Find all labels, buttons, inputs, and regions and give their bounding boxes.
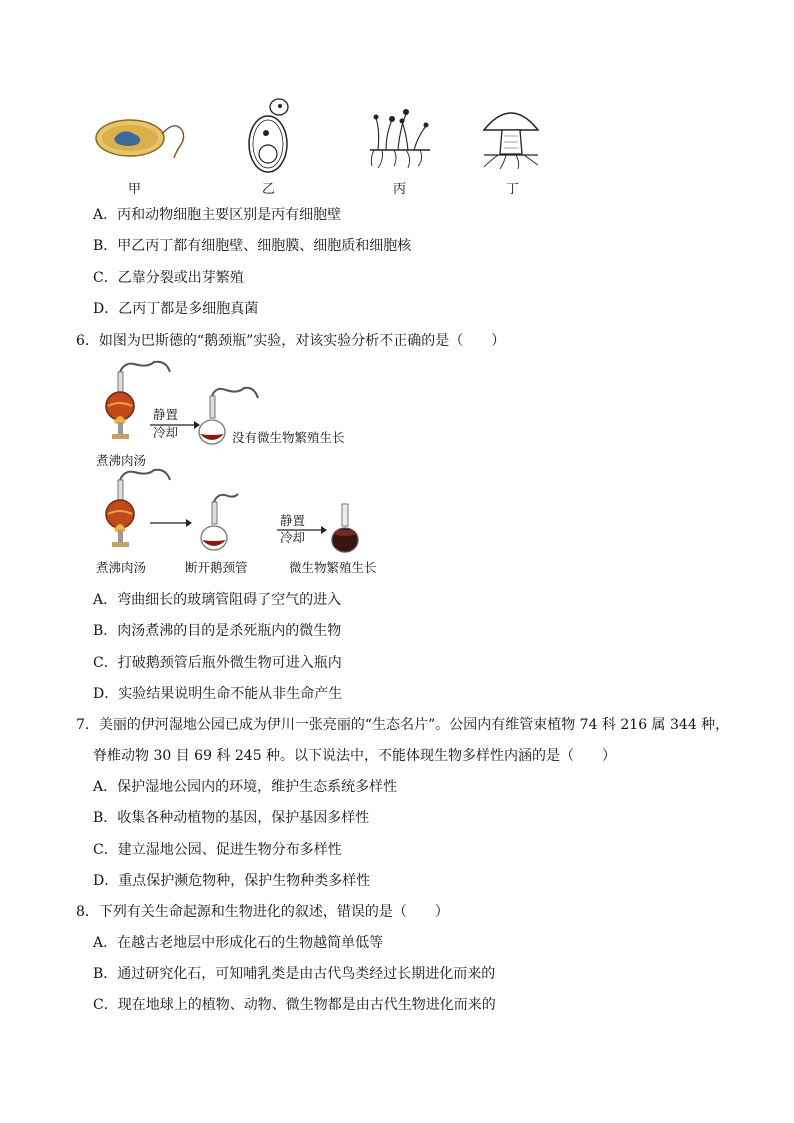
- label-yi: 乙: [262, 182, 276, 197]
- q8-stem: 8．下列有关生命起源和生物进化的叙述，错误的是（ ）: [76, 904, 449, 920]
- q6-option-a: A．弯曲细长的玻璃管阻碍了空气的进入: [93, 592, 342, 608]
- arrow2-top-label: 静置: [280, 513, 306, 528]
- label-jia: 甲: [128, 182, 142, 197]
- arrow1-bottom-label: 冷却: [153, 425, 179, 440]
- boiling-flask-2-icon: [98, 470, 178, 554]
- mold-image: [368, 100, 432, 172]
- broken-neck-label: 断开鹅颈管: [185, 560, 248, 575]
- arrow1-top-label: 静置: [153, 407, 179, 422]
- q7-option-d: D．重点保护濒危物种，保护生物种类多样性: [93, 873, 371, 889]
- q5-option-c: C．乙靠分裂或出芽繁殖: [93, 270, 244, 286]
- label-bing: 丙: [393, 182, 407, 197]
- q8-option-c: C．现在地球上的植物、动物、微生物都是由古代生物进化而来的: [93, 997, 496, 1013]
- q6-option-b: B．肉汤煮沸的目的是杀死瓶内的微生物: [93, 623, 342, 639]
- label-ding: 丁: [506, 182, 520, 197]
- bacterium-image: [92, 112, 187, 172]
- result2-label: 微生物繁殖生长: [289, 560, 377, 575]
- q5-option-a: A．丙和动物细胞主要区别是丙有细胞壁: [93, 207, 342, 223]
- q7-option-c: C．建立湿地公园、促进生物分布多样性: [93, 842, 342, 858]
- q7-option-b: B．收集各种动植物的基因，保护基因多样性: [93, 810, 370, 826]
- q5-option-d: D．乙丙丁都是多细胞真菌: [93, 301, 259, 317]
- q7-option-a: A．保护湿地公园内的环境，维护生态系统多样性: [93, 779, 398, 795]
- broken-neck-flask-icon: [198, 494, 248, 552]
- yeast-image: [246, 98, 296, 176]
- arrow-2-icon: [150, 519, 192, 527]
- contaminated-flask-icon: [326, 500, 366, 556]
- arrow2-bottom-label: 冷却: [280, 530, 306, 545]
- mushroom-image: [480, 102, 542, 170]
- result1-label: 没有微生物繁殖生长: [232, 430, 345, 445]
- boil1-label: 煮沸肉汤: [96, 453, 147, 468]
- q7-stem-line1: 7．美丽的伊河湿地公园已成为伊川一张亮丽的“生态名片”。公园内有维管束植物 74 科 216 属 344 种，: [76, 717, 730, 733]
- q6-option-d: D．实验结果说明生命不能从非生命产生: [93, 686, 343, 702]
- q5-option-b: B．甲乙丙丁都有细胞壁、细胞膜、细胞质和细胞核: [93, 238, 412, 254]
- q7-stem-line2: 脊椎动物 30 目 69 科 245 种。以下说法中，不能体现生物多样性内涵的是（ ）: [93, 748, 617, 764]
- q8-option-a: A．在越古老地层中形成化石的生物越简单低等: [93, 935, 384, 951]
- q6-option-c: C．打破鹅颈管后瓶外微生物可进入瓶内: [93, 655, 342, 671]
- q6-stem: 6．如图为巴斯德的“鹅颈瓶”实验，对该实验分析不正确的是（ ）: [76, 333, 506, 349]
- boil2-label: 煮沸肉汤: [96, 560, 147, 575]
- q8-option-b: B．通过研究化石，可知哺乳类是由古代鸟类经过长期进化而来的: [93, 966, 496, 982]
